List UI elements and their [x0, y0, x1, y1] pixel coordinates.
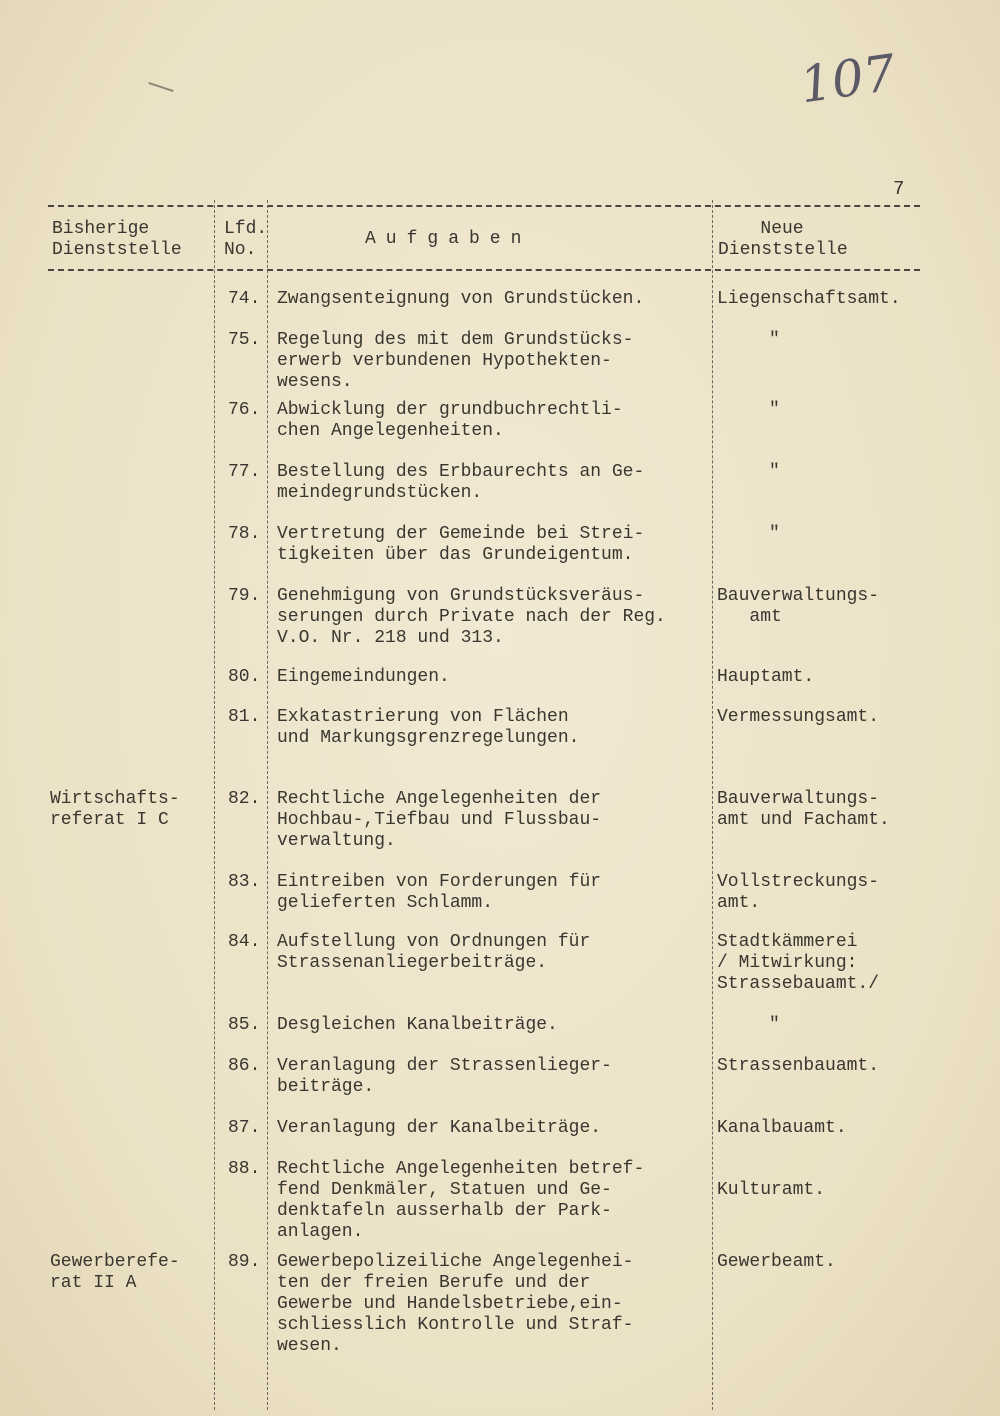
new-office [717, 1252, 977, 1273]
table-header-rule [48, 269, 920, 271]
task-text-line: Rechtliche Angelegenheiten betref- [277, 1159, 645, 1179]
page-number: 7 [893, 178, 905, 200]
task-text-line: Exkatastrierung von Flächen [277, 707, 569, 727]
header-lfd-no: Lfd. No. [224, 219, 268, 260]
new-office-line: Bauverwaltungs- [717, 789, 880, 809]
new-office-line: Vollstreckungs- [717, 872, 880, 892]
task-text [277, 462, 712, 504]
task-text-line: Vertretung der Gemeinde bei Strei- [277, 524, 645, 544]
task-text-line: serungen durch Private nach der Reg. [277, 607, 666, 627]
task-text [277, 789, 712, 852]
task-text [277, 707, 712, 749]
new-office-line: Strassebauamt./ [717, 974, 880, 994]
task-text [277, 932, 712, 974]
new-office [717, 289, 977, 310]
task-text-line: Genehmigung von Grundstücksveräus- [277, 586, 645, 606]
task-text [277, 1252, 712, 1357]
task-text-line: denktafeln ausserhalb der Park- [277, 1201, 612, 1221]
row-number: 77. [228, 462, 261, 482]
row-number: 83. [228, 872, 261, 892]
task-text-line: anlagen. [277, 1222, 364, 1242]
task-text-line: Bestellung des Erbbaurechts an Ge- [277, 462, 645, 482]
task-text-line: und Markungsgrenzregelungen. [277, 728, 580, 748]
new-office-line: " [769, 400, 780, 420]
task-text-line: Abwicklung der grundbuchrechtli- [277, 400, 623, 420]
new-office [717, 524, 977, 545]
task-text-line: schliesslich Kontrolle und Straf- [277, 1315, 634, 1335]
task-text [277, 667, 712, 688]
task-text [277, 400, 712, 442]
header-aufgaben: Aufgaben [365, 229, 532, 249]
row-number: 80. [228, 667, 261, 687]
row-number: 75. [228, 330, 261, 350]
task-text [277, 872, 712, 914]
task-text [277, 1015, 712, 1036]
row-number: 89. [228, 1252, 261, 1272]
row-number: 78. [228, 524, 261, 544]
new-office-line: Hauptamt. [717, 667, 815, 687]
new-office-line: Stadtkämmerei [717, 932, 858, 952]
new-office [717, 1118, 977, 1139]
row-number: 81. [228, 707, 261, 727]
new-office-line: " [769, 330, 780, 350]
task-text [277, 330, 712, 393]
new-office [717, 789, 977, 831]
task-text-line: Regelung des mit dem Grundstücks- [277, 330, 634, 350]
new-office-line: " [769, 524, 780, 544]
task-text-line: Strassenanliegerbeiträge. [277, 953, 548, 973]
task-text-line: fend Denkmäler, Statuen und Ge- [277, 1180, 612, 1200]
task-text-line: Gewerbe und Handelsbetriebe,ein- [277, 1294, 623, 1314]
previous-office [50, 1252, 215, 1294]
task-text-line: tigkeiten über das Grundeigentum. [277, 545, 634, 565]
previous-office-line: Gewerberefe- [50, 1252, 180, 1272]
new-office-line: " [769, 462, 780, 482]
task-text [277, 1118, 712, 1139]
row-number: 85. [228, 1015, 261, 1035]
task-text-line: Rechtliche Angelegenheiten der [277, 789, 602, 809]
handwritten-folio-number: 107 [796, 43, 900, 115]
task-text-line: Gewerbepolizeiliche Angelegenhei- [277, 1252, 634, 1272]
header-bisherige-dienststelle: Bisherige Dienststelle [52, 219, 182, 260]
row-number: 82. [228, 789, 261, 809]
previous-office [50, 789, 215, 831]
previous-office-line: referat I C [50, 810, 169, 830]
new-office [717, 1056, 977, 1077]
task-text-line: Veranlagung der Strassenlieger- [277, 1056, 612, 1076]
task-text-line: wesens. [277, 372, 353, 392]
new-office [717, 1015, 977, 1036]
task-text-line: chen Angelegenheiten. [277, 421, 504, 441]
new-office [717, 330, 977, 351]
task-text-line: Hochbau-,Tiefbau und Flussbau- [277, 810, 602, 830]
new-office-line: Kanalbauamt. [717, 1118, 847, 1138]
previous-office-line: Wirtschafts- [50, 789, 180, 809]
pencil-mark [148, 82, 173, 92]
task-text-line: wesen. [277, 1336, 342, 1356]
new-office [717, 932, 977, 995]
new-office-line: Gewerbeamt. [717, 1252, 836, 1272]
task-text [277, 586, 712, 649]
task-text-line: verwaltung. [277, 831, 396, 851]
new-office-line: Vermessungsamt. [717, 707, 880, 727]
new-office [717, 707, 977, 728]
new-office [717, 872, 977, 914]
table-top-rule [48, 205, 920, 207]
row-number: 79. [228, 586, 261, 606]
new-office-line: amt. [717, 893, 761, 913]
task-text-line: ten der freien Berufe und der [277, 1273, 591, 1293]
row-number: 86. [228, 1056, 261, 1076]
task-text [277, 1056, 712, 1098]
new-office [717, 586, 977, 628]
task-text-line: Eingemeindungen. [277, 667, 450, 687]
row-number: 84. [228, 932, 261, 952]
task-text [277, 524, 712, 566]
new-office [717, 462, 977, 483]
new-office-line: " [769, 1015, 780, 1035]
row-number: 74. [228, 289, 261, 309]
task-text-line: beiträge. [277, 1077, 375, 1097]
row-number: 87. [228, 1118, 261, 1138]
new-office-line: Bauverwaltungs- [717, 586, 880, 606]
new-office-line: / Mitwirkung: [717, 953, 858, 973]
task-text-line: Zwangsenteignung von Grundstücken. [277, 289, 645, 309]
column-divider-3 [712, 200, 713, 1410]
task-text-line: gelieferten Schlamm. [277, 893, 494, 913]
row-number: 76. [228, 400, 261, 420]
task-text-line: Aufstellung von Ordnungen für [277, 932, 591, 952]
task-text [277, 289, 712, 310]
task-text-line: Eintreiben von Forderungen für [277, 872, 602, 892]
task-text-line: Desgleichen Kanalbeiträge. [277, 1015, 558, 1035]
task-text-line: erwerb verbundenen Hypothekten- [277, 351, 612, 371]
new-office-line [717, 1159, 977, 1180]
header-neue-dienststelle: Neue Dienststelle [718, 219, 848, 260]
previous-office-line: rat II A [50, 1273, 137, 1293]
new-office-line: amt [717, 607, 782, 627]
task-text-line: meindegrundstücken. [277, 483, 483, 503]
new-office [717, 400, 977, 421]
new-office [717, 667, 977, 688]
new-office-line: amt und Fachamt. [717, 810, 890, 830]
new-office-line: Strassenbauamt. [717, 1056, 880, 1076]
new-office-line: Kulturamt. [717, 1180, 826, 1200]
task-text [277, 1159, 712, 1243]
row-number: 88. [228, 1159, 261, 1179]
new-office-line: Liegenschaftsamt. [717, 289, 901, 309]
new-office [717, 1159, 977, 1201]
task-text-line: Veranlagung der Kanalbeiträge. [277, 1118, 602, 1138]
column-divider-2 [267, 200, 268, 1410]
task-text-line: V.O. Nr. 218 und 313. [277, 628, 504, 648]
